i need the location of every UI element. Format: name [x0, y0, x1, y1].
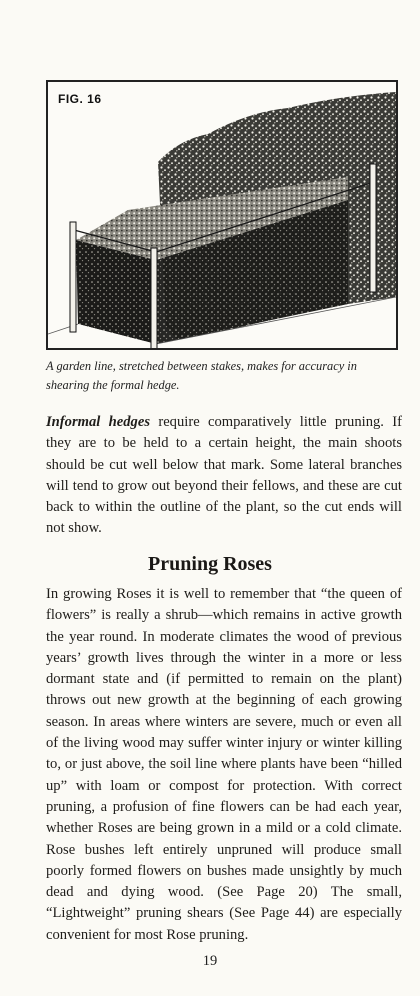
figure-caption: A garden line, stretched between stakes, makes for accuracy in shearing the formal hedge. [46, 359, 357, 392]
hedge-illustration [48, 82, 396, 348]
lead-term: Informal hedges [46, 414, 151, 430]
informal-hedges-paragraph [46, 412, 402, 540]
stake-right [370, 164, 376, 292]
paragraph-text: require comparatively little pruning. If they are to be held to a certain height, the main shoots should be cut well below that mark. Some lateral branches will tend to grow out beyond their fellows, and these are cut back to within the outline of the plant, so the cut ends will not show. [46, 414, 402, 537]
section-heading: Pruning Roses [148, 553, 272, 575]
figure-16 [46, 80, 398, 350]
figure-label: FIG. 16 [58, 92, 102, 106]
stake-left [70, 222, 76, 332]
pruning-roses-paragraph: In growing Roses it is well to remember that “the queen of flowers” is really a shrub—which remains in active growth the year round. In moderate climates the wood of previous years’ growth lives through the winter in a more or less dormant state and (if permitted to remain on the plant) throws out new growth at the beginning of each growing season. In areas where winters are severe, much or even all of the living wood may suffer winter injury or winter killing to, or just above, the soil line where plants have been “hilled up” with loam or compost for protection. With correct pruning, a profusion of fine flowers can be had each year, whether Roses are being grown in a mild or a cold climate. Rose bushes left entirely unpruned will produce small poorly formed flowers on bushes made unsightly by much dead and dying wood. (See Page 20) The small, “Lightweight” pruning shears (See Page 44) are especially convenient for most Rose pruning. [46, 586, 402, 943]
stake-middle [151, 248, 157, 348]
page-number: 19 [202, 953, 218, 969]
